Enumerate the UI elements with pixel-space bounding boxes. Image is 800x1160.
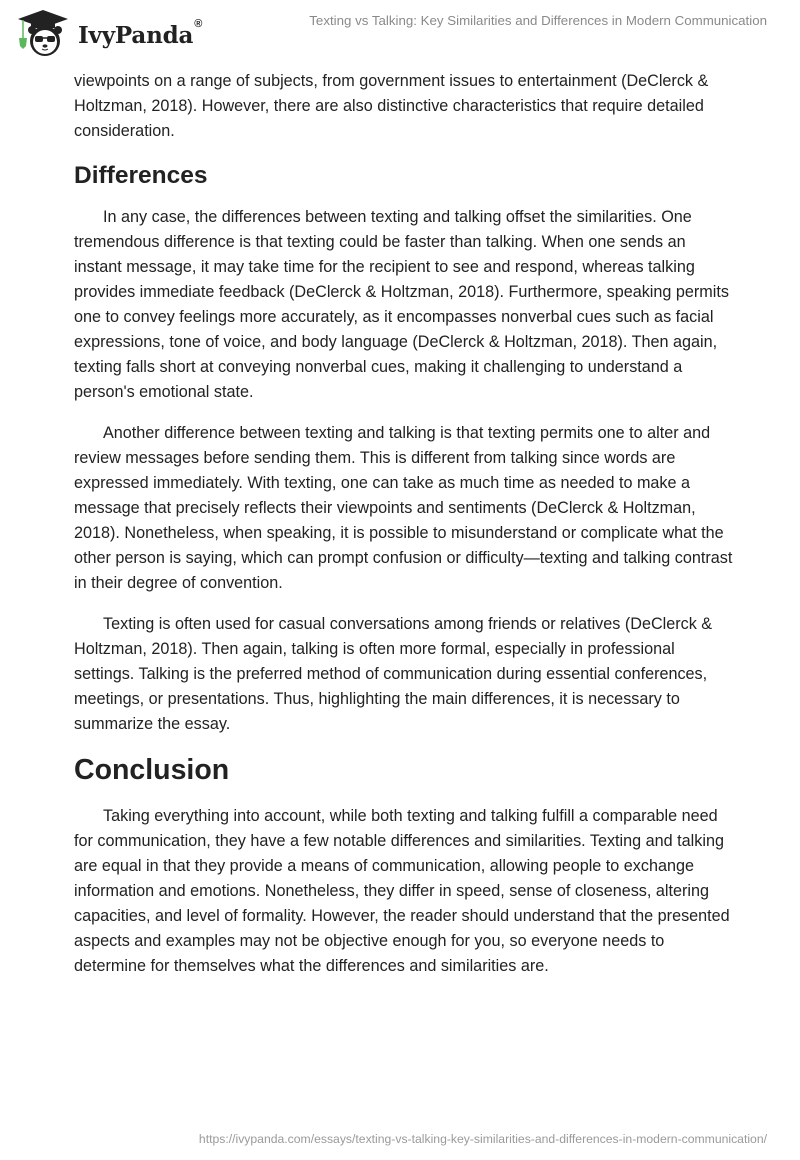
intro-continuation-paragraph: viewpoints on a range of subjects, from government issues to entertainment (DeClerck & Holtzman, 2018). However, there are also distinctive characteristics that require detailed consideration. xyxy=(74,72,709,140)
essay-body xyxy=(74,69,734,995)
differences-paragraph-1: In any case, the differences between texting and talking offset the similarities. One tremendous difference is that texting could be faster than talking. When one sends an instant message, it may take time for the recipient to see and respond, whereas talking provides immediate feedback (DeClerck & Holtzman, 2018). Furthermore, speaking permits one to convey feelings more accurately, as it encompasses nonverbal cues such as facial expressions, tone of voice, and body language (DeClerck & Holtzman, 2018). Then again, texting falls short at conveying nonverbal cues, making it challenging to understand a person's emotional state. xyxy=(74,208,729,401)
registered-mark: ® xyxy=(194,17,203,30)
differences-heading: Differences xyxy=(74,162,208,189)
document-title: Texting vs Talking: Key Similarities and Differences in Modern Communication xyxy=(309,13,767,28)
ivypanda-logo[interactable] xyxy=(14,8,202,58)
differences-paragraph-2: Another difference between texting and talking is that texting permits one to alter and review messages before sending them. This is different from talking since words are expressed immediately. With texting, one can take as much time as needed to make a message that precisely reflects their viewpoints and sentiments (DeClerck & Holtzman, 2018). Nonetheless, when speaking, it is possible to misunderstand or complicate what the other person is saying, which can prompt confusion or difficulty—texting and talking contrast in their degree of convention. xyxy=(74,424,733,592)
conclusion-paragraph-1: Taking everything into account, while both texting and talking fulfill a comparable need for communication, they have a few notable differences and similarities. Texting and talking are equal in that they provide a means of communication, allowing people to exchange information and emotions. Nonetheless, they differ in speed, sense of closeness, altering capacities, and level of formality. However, the reader should understand that the presented aspects and examples may not be objective enough for you, so everyone needs to determine for themselves what the differences and similarities are. xyxy=(74,807,730,975)
brand-name: IvyPanda® xyxy=(78,17,203,49)
differences-paragraph-3: Texting is often used for casual conversations among friends or relatives (DeClerck & Holtzman, 2018). Then again, talking is often more formal, especially in professional settings. Talking is the preferred method of communication during essential conferences, meetings, or presentations. Thus, highlighting the main differences, it is necessary to summarize the essay. xyxy=(74,615,713,733)
source-url-link[interactable]: https://ivypanda.com/essays/texting-vs-talking-key-similarities-and-differences-in-modern-communication/ xyxy=(198,1132,767,1146)
conclusion-heading: Conclusion xyxy=(74,754,230,786)
page-header xyxy=(0,0,800,62)
panda-graduate-icon xyxy=(14,8,72,58)
